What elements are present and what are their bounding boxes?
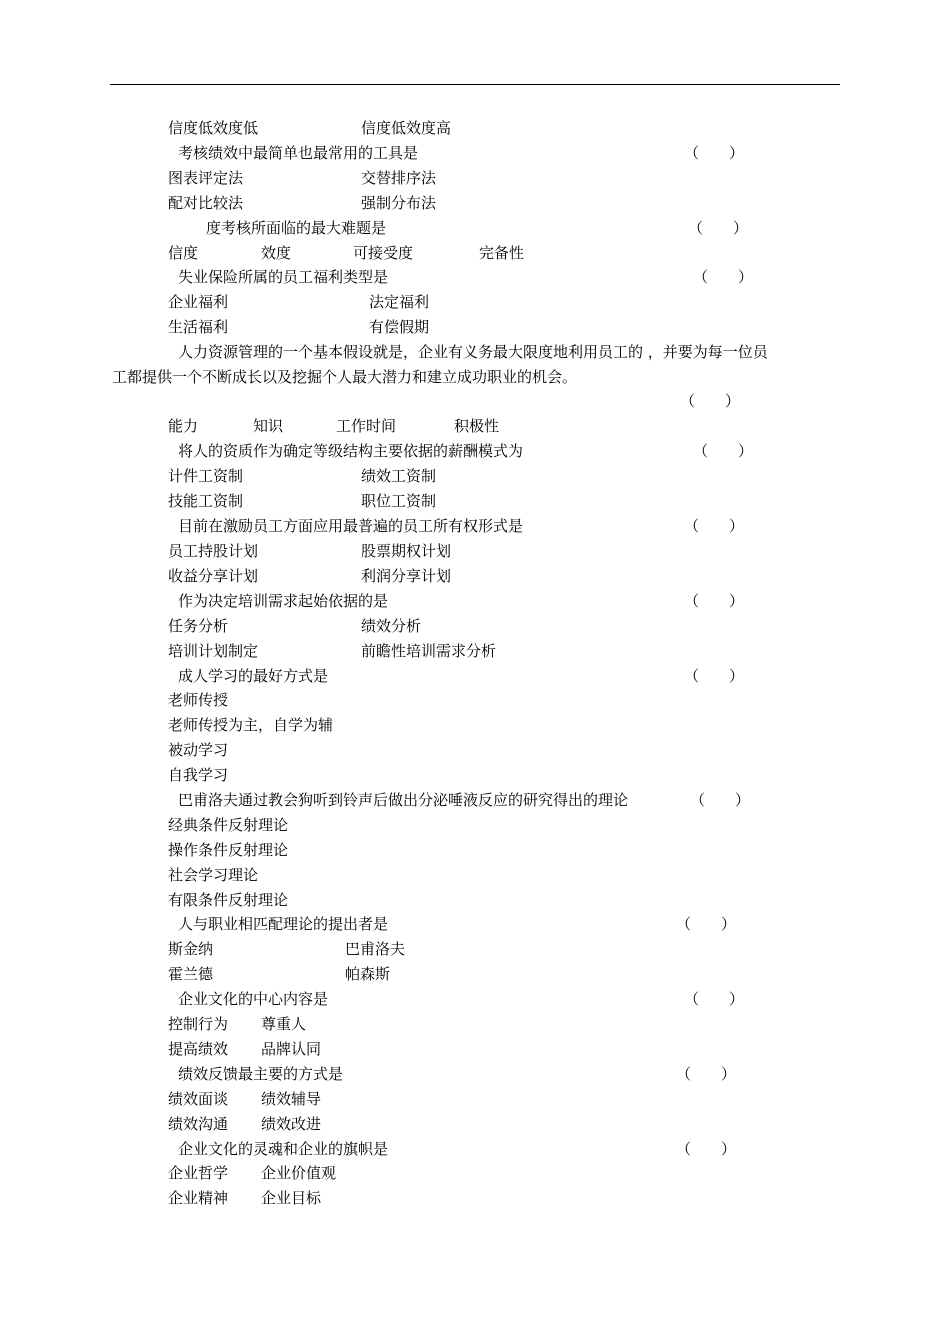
q13-option-b: 企业价值观 — [261, 1164, 337, 1182]
q1-option-c: 配对比较法 — [168, 194, 244, 212]
q5-answer-paren: （ ） — [693, 442, 754, 460]
q11-stem: 企业文化的中心内容是 — [178, 990, 329, 1008]
q10-option-c: 霍兰德 — [168, 965, 214, 983]
q9-option-a: 经典条件反射理论 — [168, 816, 289, 834]
q7-stem: 作为决定培训需求起始依据的是 — [178, 592, 389, 610]
q4-option-a: 能力 — [168, 417, 199, 435]
q8-stem: 成人学习的最好方式是 — [178, 667, 329, 685]
q7-option-c: 培训计划制定 — [168, 642, 259, 660]
q7-answer-paren: （ ） — [684, 592, 745, 610]
q3-stem: 失业保险所属的员工福利类型是 — [178, 268, 389, 286]
q7-option-d: 前瞻性培训需求分析 — [361, 642, 497, 660]
q13-answer-paren: （ ） — [676, 1140, 737, 1158]
q2-option-b: 效度 — [261, 244, 292, 262]
q5-option-a: 计件工资制 — [168, 467, 244, 485]
q9-option-b: 操作条件反射理论 — [168, 841, 289, 859]
q1-answer-paren: （ ） — [684, 144, 745, 162]
q1-option-a: 图表评定法 — [168, 169, 244, 187]
q11-option-d: 品牌认同 — [261, 1040, 322, 1058]
q2-stem: 度考核所面临的最大难题是 — [206, 219, 387, 237]
q12-answer-paren: （ ） — [676, 1065, 737, 1083]
q11-option-c: 提高绩效 — [168, 1040, 229, 1058]
header-rule — [110, 84, 840, 85]
q6-option-b: 股票期权计划 — [361, 542, 452, 560]
q8-option-d: 自我学习 — [168, 766, 229, 784]
q6-option-c: 收益分享计划 — [168, 567, 259, 585]
q8-option-c: 被动学习 — [168, 741, 229, 759]
q9-option-d: 有限条件反射理论 — [168, 891, 289, 909]
q7-option-b: 绩效分析 — [361, 617, 422, 635]
q8-answer-paren: （ ） — [684, 667, 745, 685]
q9-answer-paren: （ ） — [690, 791, 751, 809]
q1-option-b: 交替排序法 — [361, 169, 437, 187]
q2-option-c: 可接受度 — [353, 244, 414, 262]
q3-option-a: 企业福利 — [168, 293, 229, 311]
q1-option-d: 强制分布法 — [361, 194, 437, 212]
q5-option-b: 绩效工资制 — [361, 467, 437, 485]
q2-answer-paren: （ ） — [688, 219, 749, 237]
q2-option-d: 完备性 — [479, 244, 525, 262]
q6-answer-paren: （ ） — [684, 517, 745, 535]
q10-option-d: 帕森斯 — [345, 965, 391, 983]
q8-option-a: 老师传授 — [168, 691, 229, 709]
q11-option-b: 尊重人 — [261, 1015, 307, 1033]
q4-answer-paren: （ ） — [680, 392, 741, 410]
q13-option-d: 企业目标 — [261, 1189, 322, 1207]
q2-option-a: 信度 — [168, 244, 199, 262]
q10-option-b: 巴甫洛夫 — [345, 940, 406, 958]
q4-stem-line1: 人力资源管理的一个基本假设就是，企业有义务最大限度地利用员工的 ，并要为每一位员 — [178, 343, 768, 361]
q13-option-c: 企业精神 — [168, 1189, 229, 1207]
q11-option-a: 控制行为 — [168, 1015, 229, 1033]
q0-option-b: 信度低效度高 — [361, 119, 452, 137]
q3-option-b: 法定福利 — [369, 293, 430, 311]
q7-option-a: 任务分析 — [168, 617, 229, 635]
q1-stem: 考核绩效中最简单也最常用的工具是 — [178, 144, 419, 162]
q4-option-d: 积极性 — [454, 417, 500, 435]
q4-stem-line2: 工都提供一个不断成长以及挖掘个人最大潜力和建立成功职业的机会。 — [112, 368, 578, 386]
q12-option-d: 绩效改进 — [261, 1115, 322, 1133]
q0-option-a: 信度低效度低 — [168, 119, 259, 137]
q5-stem: 将人的资质作为确定等级结构主要依据的薪酬模式为 — [178, 442, 524, 460]
q10-stem: 人与职业相匹配理论的提出者是 — [178, 915, 389, 933]
q4-option-b: 知识 — [253, 417, 284, 435]
q12-option-b: 绩效辅导 — [261, 1090, 322, 1108]
q3-option-d: 有偿假期 — [369, 318, 430, 336]
q5-option-d: 职位工资制 — [361, 492, 437, 510]
q9-option-c: 社会学习理论 — [168, 866, 259, 884]
q3-answer-paren: （ ） — [693, 268, 754, 286]
q13-stem: 企业文化的灵魂和企业的旗帜是 — [178, 1140, 389, 1158]
q11-answer-paren: （ ） — [684, 990, 745, 1008]
q3-option-c: 生活福利 — [168, 318, 229, 336]
q13-option-a: 企业哲学 — [168, 1164, 229, 1182]
q6-option-a: 员工持股计划 — [168, 542, 259, 560]
q12-option-a: 绩效面谈 — [168, 1090, 229, 1108]
q8-option-b: 老师传授为主，自学为辅 — [168, 716, 334, 734]
q12-option-c: 绩效沟通 — [168, 1115, 229, 1133]
q6-stem: 目前在激励员工方面应用最普遍的员工所有权形式是 — [178, 517, 524, 535]
q10-option-a: 斯金纳 — [168, 940, 214, 958]
q5-option-c: 技能工资制 — [168, 492, 244, 510]
q10-answer-paren: （ ） — [676, 915, 737, 933]
q4-option-c: 工作时间 — [336, 417, 397, 435]
q12-stem: 绩效反馈最主要的方式是 — [178, 1065, 344, 1083]
q6-option-d: 利润分享计划 — [361, 567, 452, 585]
q9-stem: 巴甫洛夫通过教会狗听到铃声后做出分泌唾液反应的研究得出的理论 — [178, 791, 629, 809]
